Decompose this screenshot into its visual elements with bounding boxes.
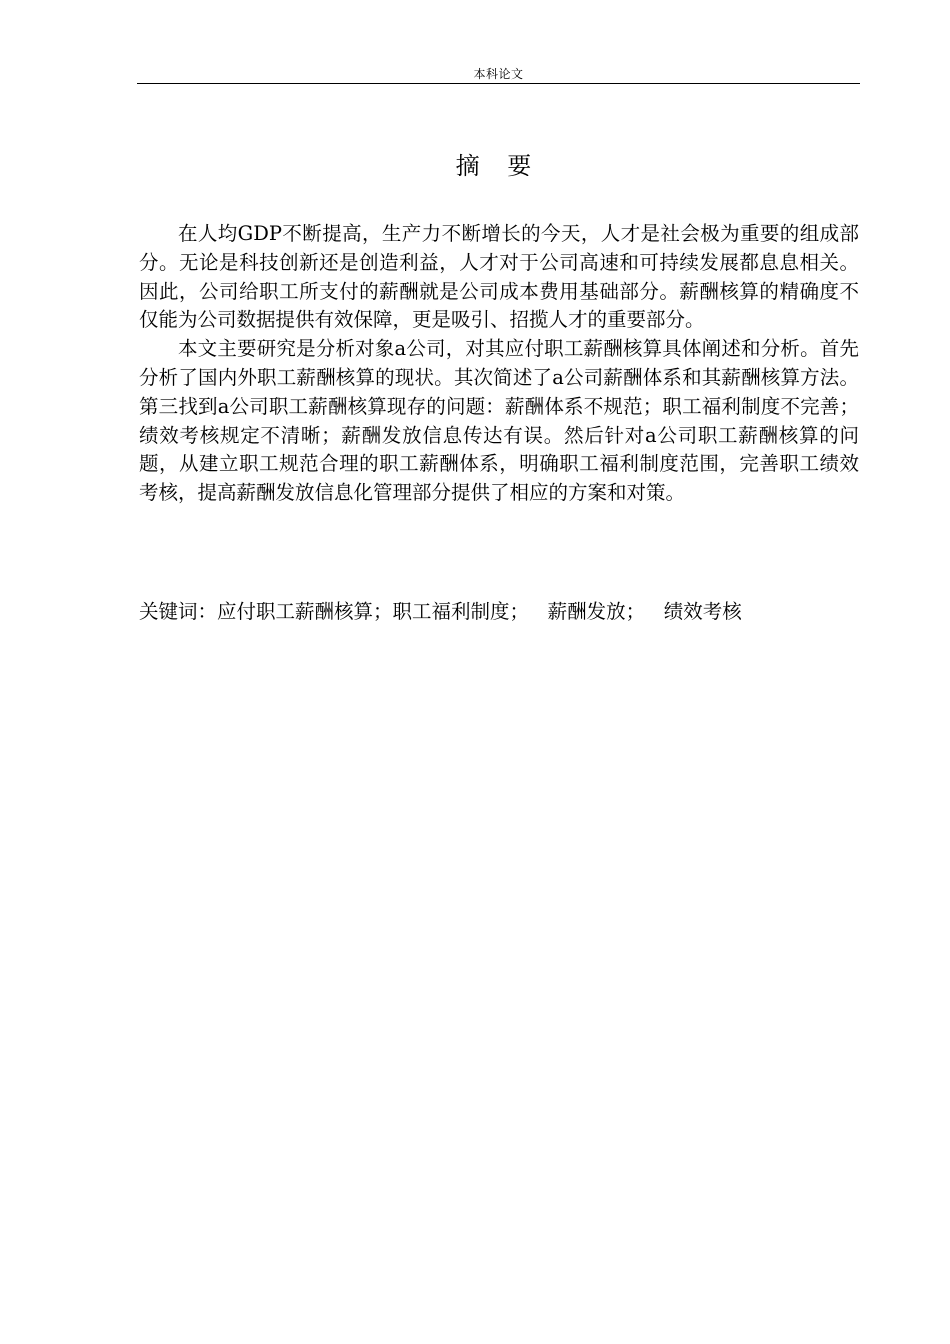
abstract-body [139, 220, 859, 508]
keyword-item: 绩效考核 [663, 600, 742, 623]
abstract-paragraph-1: 在人均GDP不断提高，生产力不断增长的今天，人才是社会极为重要的组成部分。无论是科技创新还是创造利益，人才对于公司高速和可持续发展都息息相关。因此，公司给职工所支付的薪酬就是公司成本费用基础部分。薪酬核算的精确度不仅能为公司数据提供有效保障，更是吸引、招揽人才的重要部分。 [139, 222, 859, 332]
keywords-line [139, 598, 859, 626]
running-header: 本科论文 [473, 67, 524, 81]
header-rule [137, 83, 860, 84]
keyword-item: 职工福利制度； [392, 600, 530, 623]
keywords-label: 关键词： [139, 600, 218, 623]
keyword-item: 薪酬发放； [547, 600, 646, 623]
abstract-paragraph-2: 本文主要研究是分析对象a公司，对其应付职工薪酬核算具体阐述和分析。首先分析了国内外职工薪酬核算的现状。其次简述了a公司薪酬体系和其薪酬核算方法。第三找到a公司职工薪酬核算现存的问题：薪酬体系不规范；职工福利制度不完善；绩效考核规定不清晰；薪酬发放信息传达有误。然后针对a公司职工薪酬核算的问题，从建立职工规范合理的职工薪酬体系，明确职工福利制度范围，完善职工绩效考核，提高薪酬发放信息化管理部分提供了相应的方案和对策。 [139, 337, 859, 505]
keyword-item: 应付职工薪酬核算； [217, 600, 393, 623]
abstract-title: 摘 要 [455, 152, 542, 180]
